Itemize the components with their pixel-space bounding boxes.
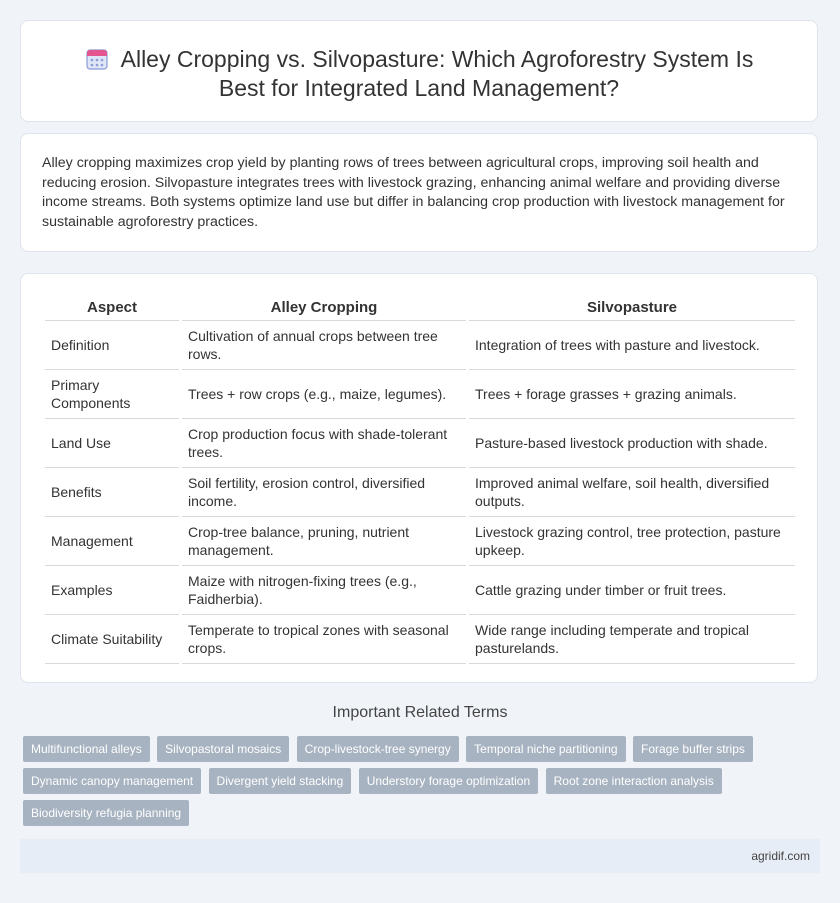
term-tag[interactable]: Silvopastoral mosaics	[157, 736, 289, 762]
row-aspect: Land Use	[45, 419, 179, 468]
table-row	[45, 517, 795, 566]
row-silvopasture: Livestock grazing control, tree protection, pasture upkeep.	[469, 517, 795, 566]
term-tag[interactable]: Biodiversity refugia planning	[23, 800, 189, 826]
row-silvopasture: Improved animal welfare, soil health, diversified outputs.	[469, 468, 795, 517]
row-aspect: Primary Components	[45, 370, 179, 419]
table-row	[45, 566, 795, 615]
header-alley-cropping: Alley Cropping	[182, 294, 466, 321]
term-tag[interactable]: Forage buffer strips	[633, 736, 753, 762]
table-row	[45, 468, 795, 517]
row-aspect: Benefits	[45, 468, 179, 517]
term-tag[interactable]: Understory forage optimization	[359, 768, 538, 794]
term-tag[interactable]: Crop-livestock-tree synergy	[297, 736, 459, 762]
calendar-icon	[85, 47, 109, 71]
table-header-row	[45, 294, 795, 321]
table-row	[45, 321, 795, 370]
row-silvopasture: Trees + forage grasses + grazing animals.	[469, 370, 795, 419]
row-alley-cropping: Temperate to tropical zones with seasonal crops.	[182, 615, 466, 664]
header-silvopasture: Silvopasture	[469, 294, 795, 321]
table-row	[45, 370, 795, 419]
intro-card	[20, 133, 818, 252]
page-title-wrap	[61, 45, 777, 103]
row-silvopasture: Cattle grazing under timber or fruit trees.	[469, 566, 795, 615]
table-row	[45, 419, 795, 468]
row-alley-cropping: Cultivation of annual crops between tree rows.	[182, 321, 466, 370]
footer-site-link[interactable]: agridif.com	[751, 849, 810, 863]
footer	[20, 839, 820, 873]
comparison-card	[20, 273, 818, 683]
row-alley-cropping: Trees + row crops (e.g., maize, legumes).	[182, 370, 466, 419]
table-row	[45, 615, 795, 664]
comparison-table	[42, 294, 798, 664]
row-silvopasture: Pasture-based livestock production with shade.	[469, 419, 795, 468]
row-aspect: Examples	[45, 566, 179, 615]
related-terms-title: Important Related Terms	[332, 704, 508, 721]
row-alley-cropping: Crop-tree balance, pruning, nutrient management.	[182, 517, 466, 566]
row-alley-cropping: Soil fertility, erosion control, diversified income.	[182, 468, 466, 517]
row-aspect: Management	[45, 517, 179, 566]
term-tag[interactable]: Multifunctional alleys	[23, 736, 150, 762]
page-title: Alley Cropping vs. Silvopasture: Which Agroforestry System Is Best for Integrated Land Management?	[120, 46, 754, 101]
term-tag[interactable]: Divergent yield stacking	[209, 768, 352, 794]
row-alley-cropping: Maize with nitrogen-fixing trees (e.g., Faidherbia).	[182, 566, 466, 615]
related-terms-list	[23, 736, 803, 832]
term-tag[interactable]: Root zone interaction analysis	[546, 768, 722, 794]
row-aspect: Climate Suitability	[45, 615, 179, 664]
row-silvopasture: Integration of trees with pasture and livestock.	[469, 321, 795, 370]
header-aspect: Aspect	[45, 294, 179, 321]
title-card	[20, 20, 818, 122]
term-tag[interactable]: Dynamic canopy management	[23, 768, 201, 794]
intro-paragraph: Alley cropping maximizes crop yield by planting rows of trees between agricultural crops, improving soil health and reducing erosion. Silvopasture integrates trees with livestock grazing, enhancing animal welfare and providing diverse income streams. Both systems optimize land use but differ in balancing crop production with livestock management for sustainable agroforestry practices.	[42, 155, 785, 230]
row-alley-cropping: Crop production focus with shade-tolerant trees.	[182, 419, 466, 468]
row-aspect: Definition	[45, 321, 179, 370]
term-tag[interactable]: Temporal niche partitioning	[466, 736, 625, 762]
row-silvopasture: Wide range including temperate and tropical pasturelands.	[469, 615, 795, 664]
